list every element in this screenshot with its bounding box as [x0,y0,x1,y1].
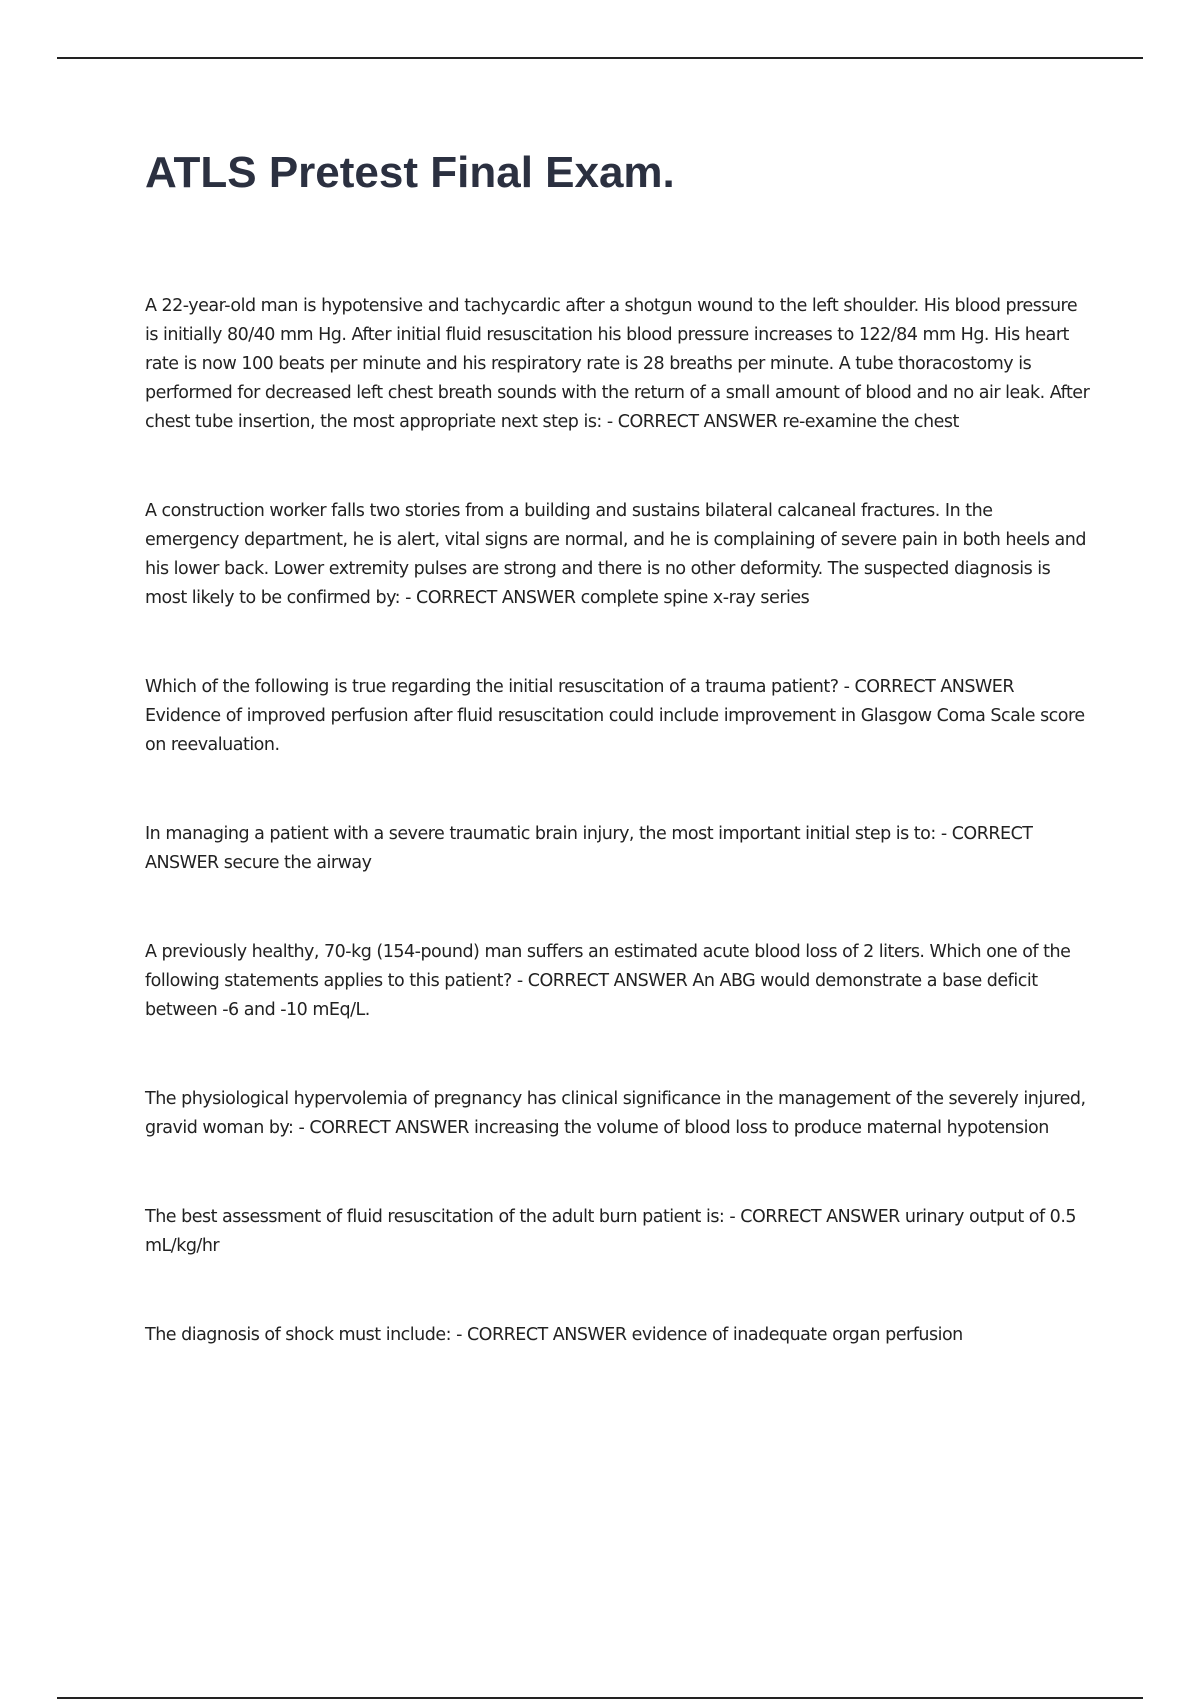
qa-item [145,938,1090,1025]
answer-text: evidence of inadequate organ perfusion [631,1325,963,1345]
footer-rule [57,1697,1143,1699]
page-title: ATLS Pretest Final Exam. [145,148,675,197]
question-text: The diagnosis of shock must include: - CORRECT ANSWER [145,1325,627,1345]
answer-text: complete spine x-ray series [580,588,810,608]
answer-text: increasing the volume of blood loss to produce maternal hypotension [474,1118,1049,1138]
qa-item [145,673,1090,760]
qa-item [145,497,1090,613]
qa-item [145,1321,1090,1350]
question-text: A construction worker falls two stories from a building and sustains bilateral calcaneal fractures. In the emergency department, he is alert, vital signs are normal, and he is complaining of severe pain in both heels and his lower back. Lower extremity pulses are strong and there is no other deformity. The suspected diagnosis is most likely to be confirmed by: - CORRECT ANSWER [145,501,1092,608]
question-text: A previously healthy, 70-kg (154-pound) man suffers an estimated acute blood loss of 2 liters. Which one of the following statements applies to this patient? - CORRECT ANSWER [145,942,1076,991]
answer-text: urinary output of 0.5 mL/kg/hr [145,1207,1082,1256]
question-text: A 22-year-old man is hypotensive and tachycardic after a shotgun wound to the left shoulder. His blood pressure is initially 80/40 mm Hg. After initial fluid resuscitation his blood pressure increases to 122/84 mm Hg. His heart rate is now 100 beats per minute and his respiratory rate is 28 breaths per minute. A tube thoracostomy is performed for decreased left chest breath sounds with the return of a small amount of blood and no air leak. After chest tube insertion, the most appropriate next step is: - CORRECT ANSWER [145,296,1095,432]
qa-item [145,1085,1090,1143]
question-text: The physiological hypervolemia of pregnancy has clinical significance in the management of the severely injured, gravid woman by: - CORRECT ANSWER [145,1089,1091,1138]
question-text: In managing a patient with a severe traumatic brain injury, the most important initial step is to: - CORRECT ANSWER [145,824,1038,873]
question-text: Which of the following is true regarding the initial resuscitation of a trauma patient? - CORRECT ANSWER [145,677,1015,697]
qa-item [145,292,1095,437]
qa-list [145,292,1095,1410]
qa-item [145,820,1090,878]
header-rule [57,57,1143,59]
answer-text: secure the airway [223,853,372,873]
answer-text: re-examine the chest [782,412,959,432]
qa-item [145,1203,1090,1261]
answer-text: An ABG would demonstrate a base deficit between -6 and -10 mEq/L. [145,971,1043,1020]
answer-text: Evidence of improved perfusion after fluid resuscitation could include improvement in Glasgow Coma Scale score on reevaluation. [145,706,1090,755]
question-text: The best assessment of fluid resuscitation of the adult burn patient is: - CORRECT ANSWER [145,1207,900,1227]
